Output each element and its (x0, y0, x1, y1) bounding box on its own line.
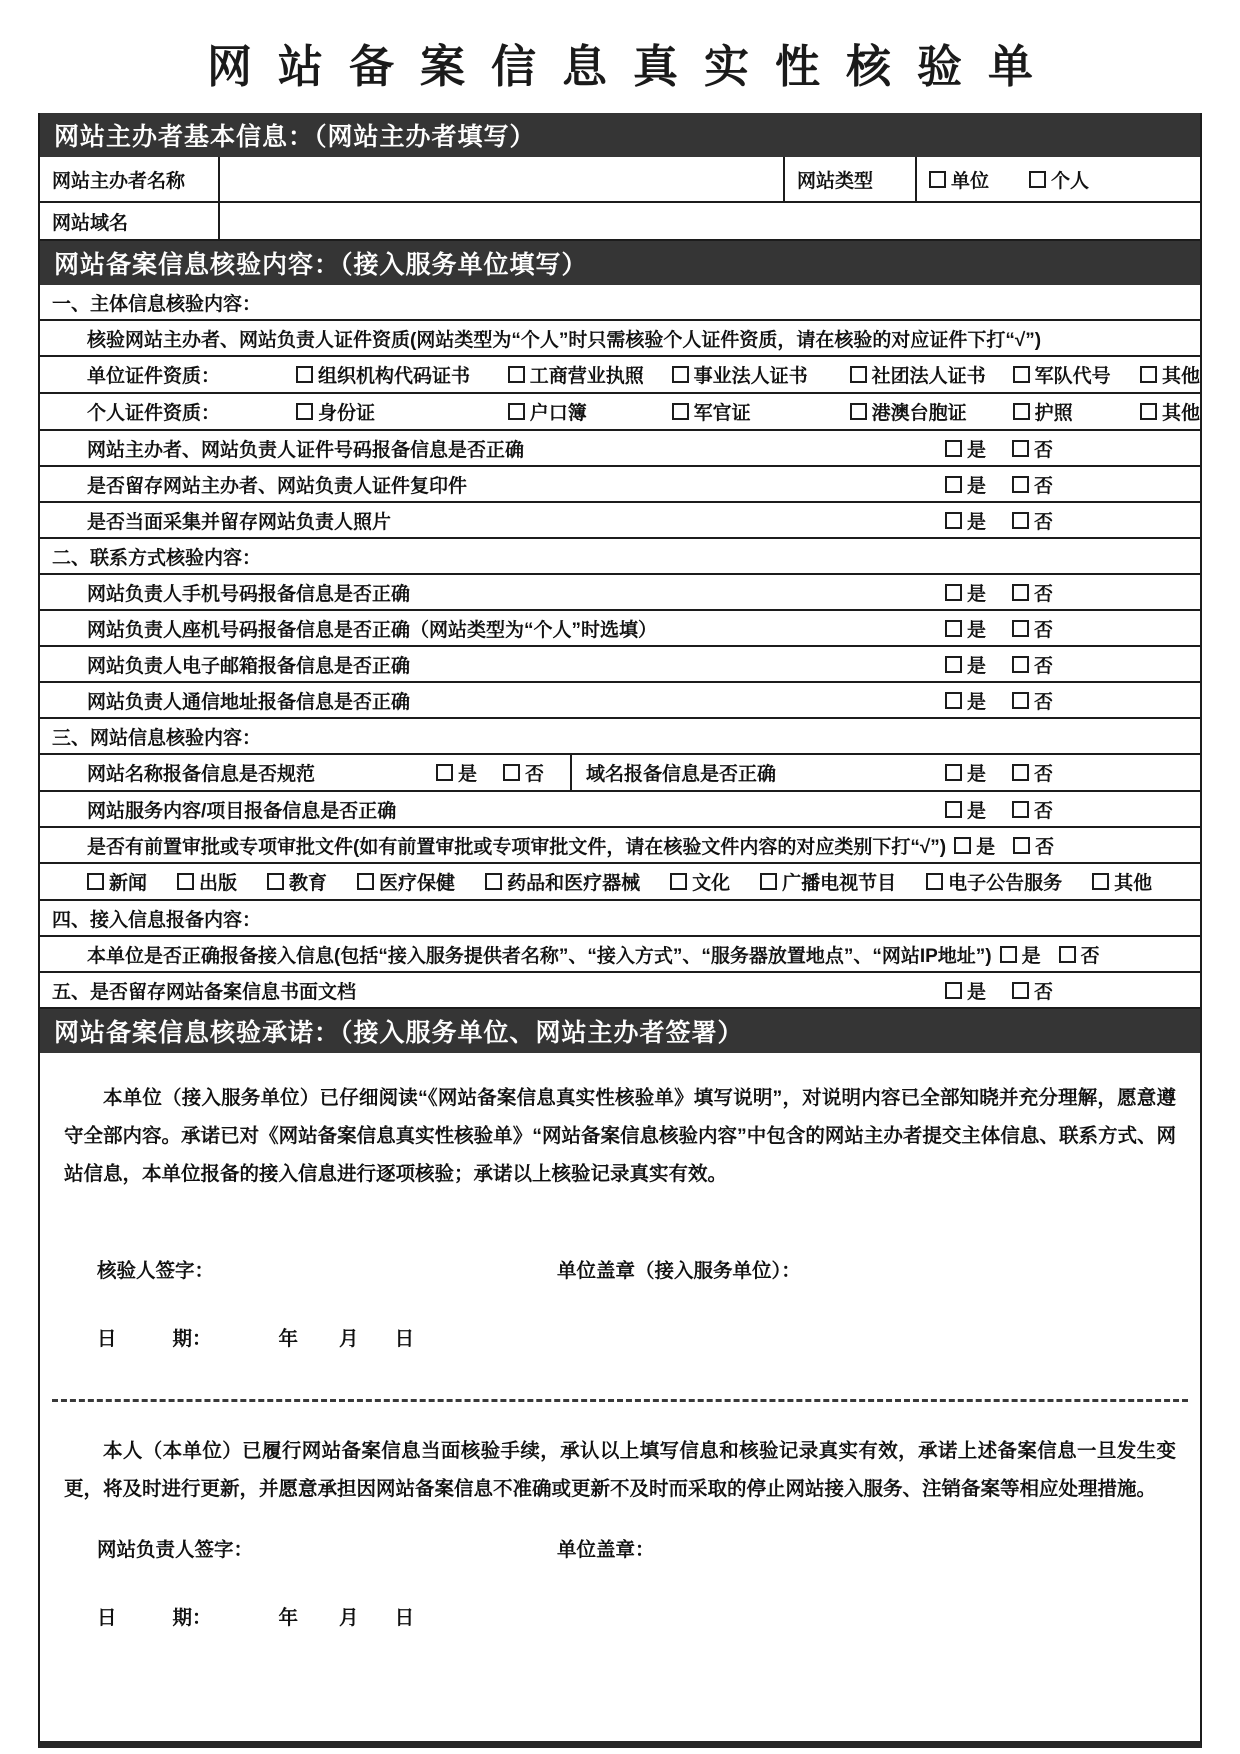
date-day-label: 日 (394, 1328, 415, 1350)
section3-title: 三、网站信息核验内容： (52, 727, 262, 749)
checkbox-yes-cert-copy[interactable] (945, 471, 986, 498)
date-day-label: 日 (394, 1607, 415, 1629)
basic-info-row-2 (40, 203, 1200, 241)
checkbox-icon (672, 403, 689, 420)
organizer-name-label: 网站主办者名称 (40, 157, 220, 201)
checkbox-yes-access[interactable] (1000, 941, 1041, 968)
checkbox-icon (1029, 171, 1046, 188)
yes-no-group (945, 796, 1200, 823)
checkbox-label: 是 (967, 475, 987, 497)
checkbox-label: 工商营业执照 (529, 366, 644, 387)
section5-row (40, 973, 1200, 1009)
checkbox-icon (485, 873, 502, 890)
question-text: 本单位是否正确报备接入信息(包括“接入服务提供者名称”、“接入方式”、“服务器放置地点”、“网站IP地址”) (87, 945, 992, 967)
form-title: 网站备案信息真实性核验单 (206, 41, 1059, 92)
checkbox-unit-cert-4[interactable] (1013, 361, 1140, 388)
checkbox-personal-cert-2[interactable] (672, 398, 850, 425)
checkbox-label: 是 (967, 800, 987, 822)
checkbox-no-access[interactable] (1059, 941, 1100, 968)
access-info-row (40, 937, 1200, 973)
section1-title: 一、主体信息核验内容： (52, 293, 262, 315)
checkbox-icon (945, 512, 962, 529)
question-text: 网站名称报备信息是否规范 (87, 764, 316, 785)
question-text: 网站负责人座机号码报备信息是否正确（网站类型为“个人”时选填） (87, 619, 658, 641)
commitment-paragraph-1: 本单位（接入服务单位）已仔细阅读“《网站备案信息真实性核验单》填写说明”，对说明内容已全部知晓并充分理解，愿意遵守全部内容。承诺已对《网站备案信息真实性核验单》“网站备案信息核验内容”中包含的网站主办者提交主体信息、联系方式、网站信息，本单位报备的接入信息进行逐项核验；承诺以上核验记录真实有效。 (64, 1087, 1176, 1185)
checkbox-label: 医疗保健 (379, 873, 456, 894)
yes-no-group (945, 579, 1200, 606)
checkbox-no-mobile[interactable] (1012, 579, 1053, 606)
responsible-sign-label: 网站负责人签字： (97, 1539, 254, 1561)
checkbox-icon (670, 873, 687, 890)
yes-no-group (945, 615, 1200, 642)
preapproval-row (40, 828, 1200, 864)
email-row (40, 647, 1200, 683)
question-text: 是否有前置审批或专项审批文件(如有前置审批或专项审批文件，请在核验文件内容的对应类别下打“√”) (87, 836, 947, 858)
date-month-label: 月 (339, 1328, 359, 1350)
yes-no-group (945, 507, 1200, 534)
checkbox-site-type-personal[interactable] (1029, 166, 1089, 193)
checkbox-label: 是 (976, 836, 996, 858)
checkbox-icon (954, 837, 971, 854)
mobile-row (40, 575, 1200, 611)
service-content-row (40, 792, 1200, 828)
checkbox-unit-cert-0[interactable] (296, 361, 508, 388)
checkbox-category-8[interactable] (1092, 868, 1152, 895)
checkbox-label: 军官证 (693, 403, 751, 424)
checkbox-yes-address[interactable] (945, 687, 986, 714)
checkbox-label: 是 (967, 764, 987, 785)
section5-title: 五、是否留存网站备案信息书面文档 (52, 981, 357, 1003)
checkbox-icon (1059, 946, 1076, 963)
unit-seal-label-1: 单位盖章（接入服务单位）： (557, 1260, 801, 1282)
question-text: 是否留存网站主办者、网站负责人证件复印件 (87, 475, 468, 497)
checkbox-icon (177, 873, 194, 890)
section3-title-row (40, 719, 1200, 755)
checkbox-unit-cert-5[interactable] (1140, 361, 1200, 388)
checkbox-label: 组织机构代码证书 (318, 366, 471, 387)
checkbox-yes-domain[interactable] (945, 759, 986, 786)
checkbox-label: 是 (457, 764, 477, 785)
checkbox-yes-landline[interactable] (945, 615, 986, 642)
section4-title: 四、接入信息报备内容： (52, 909, 262, 931)
verifier-sign-label: 核验人签字： (97, 1260, 215, 1282)
checkbox-label: 是 (967, 981, 987, 1003)
dashed-separator (52, 1399, 1188, 1402)
section4-title-row (40, 901, 1200, 937)
checkbox-icon (945, 692, 962, 709)
cert-number-row (40, 431, 1200, 467)
date-year-label: 年 (278, 1607, 299, 1629)
checkbox-unit-cert-2[interactable] (672, 361, 850, 388)
checkbox-no-site-name[interactable] (503, 759, 544, 786)
checkbox-no-service[interactable] (1012, 796, 1053, 823)
checkbox-icon (1140, 403, 1157, 420)
checkbox-icon (1013, 837, 1030, 854)
category-options (40, 868, 1152, 895)
checkbox-icon (929, 171, 946, 188)
checkbox-yes-preapproval[interactable] (954, 832, 995, 859)
checkbox-personal-cert-5[interactable] (1140, 398, 1200, 425)
checkbox-icon (945, 982, 962, 999)
question-text: 网站服务内容/项目报备信息是否正确 (87, 800, 397, 822)
checkbox-label: 是 (967, 619, 987, 641)
checkbox-label: 否 (1034, 583, 1054, 605)
responsible-signature-line (40, 1534, 1200, 1562)
personal-cert-row (40, 394, 1200, 431)
checkbox-category-6[interactable] (760, 868, 896, 895)
basic-info-header: 网站主办者基本信息：（网站主办者填写） (40, 113, 1200, 157)
question-text: 网站负责人通信地址报备信息是否正确 (87, 691, 411, 713)
site-type-options (917, 157, 1200, 201)
checkbox-category-2[interactable] (267, 868, 327, 895)
checkbox-icon (760, 873, 777, 890)
checkbox-site-type-unit[interactable] (929, 166, 989, 193)
checkbox-label: 否 (1034, 764, 1054, 785)
checkbox-category-7[interactable] (926, 868, 1062, 895)
checkbox-icon (508, 366, 525, 383)
checkbox-label: 否 (1034, 691, 1054, 713)
question-text: 网站主办者、网站负责人证件号码报备信息是否正确 (87, 439, 525, 461)
unit-cert-row (40, 357, 1200, 394)
checkbox-category-4[interactable] (485, 868, 640, 895)
checkbox-label: 广播电视节目 (782, 873, 897, 894)
date-word-2: 期： (172, 1328, 212, 1350)
checkbox-icon (1012, 801, 1029, 818)
site-type-label: 网站类型 (785, 157, 917, 201)
checkbox-yes-site-name[interactable] (436, 759, 477, 786)
checkbox-icon (1000, 946, 1017, 963)
checkbox-icon (945, 440, 962, 457)
cert-copy-row (40, 467, 1200, 503)
checkbox-icon (87, 873, 104, 890)
checkbox-unit-cert-3[interactable] (850, 361, 1013, 388)
checkbox-no-landline[interactable] (1012, 615, 1053, 642)
checkbox-icon (296, 366, 313, 383)
question-text: 网站负责人手机号码报备信息是否正确 (87, 583, 411, 605)
section2-title: 二、联系方式核验内容： (52, 547, 262, 569)
photo-row (40, 503, 1200, 539)
checkbox-label: 其他 (1161, 403, 1200, 424)
checkbox-no-cert-number[interactable] (1012, 435, 1053, 462)
domain-input[interactable] (220, 203, 1200, 239)
checkbox-icon (1012, 476, 1029, 493)
site-name-domain-row (40, 755, 1200, 792)
checkbox-yes-service[interactable] (945, 796, 986, 823)
checkbox-label: 是 (967, 691, 987, 713)
yes-no-group (954, 832, 1054, 859)
checkbox-label: 是 (1021, 945, 1041, 967)
checkbox-label: 是 (967, 655, 987, 677)
checkbox-icon (945, 801, 962, 818)
verifier-signature-line (40, 1255, 1200, 1283)
checkbox-no-photo[interactable] (1012, 507, 1053, 534)
yes-no-group (945, 651, 1200, 678)
checkbox-no-cert-copy[interactable] (1012, 471, 1053, 498)
checkbox-label: 其他 (1161, 366, 1200, 387)
checkbox-label: 药品和医疗器械 (507, 873, 641, 894)
cert-note-row (40, 321, 1200, 357)
checkbox-label: 文化 (692, 873, 731, 894)
checkbox-label: 否 (1034, 511, 1054, 533)
yes-no-group (945, 435, 1200, 462)
checkbox-yes-photo[interactable] (945, 507, 986, 534)
checkbox-personal-cert-4[interactable] (1013, 398, 1140, 425)
checkbox-label: 否 (1034, 800, 1054, 822)
date-word-1: 日 (97, 1607, 117, 1629)
domain-correct-cell (572, 755, 1200, 790)
checkbox-icon (1012, 440, 1029, 457)
checkbox-unit-cert-1[interactable] (508, 361, 672, 388)
checkbox-category-0[interactable] (87, 868, 147, 895)
checkbox-icon (850, 366, 867, 383)
checkbox-icon (1013, 366, 1030, 383)
commitment-box (40, 1079, 1200, 1741)
checkbox-no-email[interactable] (1012, 651, 1053, 678)
cert-note: 核验网站主办者、网站负责人证件资质(网站类型为“个人”时只需核验个人证件资质，请在核验的对应证件下打“√”) (87, 329, 1042, 351)
commitment-header: 网站备案信息核验承诺：（接入服务单位、网站主办者签署） (40, 1009, 1200, 1053)
checkbox-icon (1013, 403, 1030, 420)
checkbox-no-domain[interactable] (1012, 759, 1053, 786)
question-text: 是否当面采集并留存网站负责人照片 (87, 511, 392, 533)
checkbox-icon (926, 873, 943, 890)
checkbox-category-3[interactable] (357, 868, 455, 895)
checkbox-label: 个人 (1051, 170, 1090, 192)
checkbox-label: 否 (1034, 475, 1054, 497)
checkbox-label: 事业法人证书 (693, 366, 808, 387)
checkbox-label: 电子公告服务 (948, 873, 1063, 894)
checkbox-category-1[interactable] (177, 868, 237, 895)
checkbox-label: 是 (967, 511, 987, 533)
checkbox-label: 否 (1080, 945, 1100, 967)
yes-no-group (945, 759, 1200, 786)
section1-title-row (40, 285, 1200, 321)
checkbox-icon (1140, 366, 1157, 383)
unit-cert-label: 单位证件资质： (87, 366, 221, 387)
verification-header: 网站备案信息核验内容：（接入服务单位填写） (40, 241, 1200, 285)
checkbox-icon (672, 366, 689, 383)
checkbox-personal-cert-0[interactable] (296, 398, 508, 425)
checkbox-icon (945, 764, 962, 781)
checkbox-icon (436, 764, 453, 781)
checkbox-label: 社团法人证书 (871, 366, 986, 387)
form-sheet (38, 113, 1202, 1748)
checkbox-yes-mobile[interactable] (945, 579, 986, 606)
responsible-date-line (40, 1602, 1200, 1630)
checkbox-yes-written-doc[interactable] (945, 977, 986, 1004)
yes-no-group (1000, 941, 1100, 968)
yes-no-group (436, 759, 544, 786)
checkbox-icon (945, 656, 962, 673)
date-word-1: 日 (97, 1328, 117, 1350)
checkbox-category-5[interactable] (670, 868, 730, 895)
checkbox-icon (508, 403, 525, 420)
checkbox-no-preapproval[interactable] (1013, 832, 1054, 859)
date-month-label: 月 (339, 1607, 359, 1629)
checkbox-label: 身份证 (318, 403, 376, 424)
checkbox-icon (1012, 764, 1029, 781)
address-row (40, 683, 1200, 719)
checkbox-icon (1012, 620, 1029, 637)
checkbox-icon (1012, 512, 1029, 529)
checkbox-icon (1012, 692, 1029, 709)
checkbox-label: 否 (1034, 655, 1054, 677)
checkbox-icon (296, 403, 313, 420)
checkbox-label: 否 (1035, 836, 1055, 858)
category-row (40, 864, 1200, 901)
checkbox-icon (267, 873, 284, 890)
section2-title-row (40, 539, 1200, 575)
checkbox-icon (1012, 982, 1029, 999)
checkbox-icon (850, 403, 867, 420)
yes-no-group (945, 977, 1200, 1004)
checkbox-label: 其他 (1114, 873, 1153, 894)
checkbox-icon (945, 584, 962, 601)
checkbox-icon (1092, 873, 1109, 890)
checkbox-label: 港澳台胞证 (871, 403, 967, 424)
personal-cert-label: 个人证件资质： (87, 403, 221, 424)
checkbox-icon (1012, 584, 1029, 601)
site-name-cell (40, 755, 572, 790)
checkbox-personal-cert-1[interactable] (508, 398, 672, 425)
checkbox-icon (945, 620, 962, 637)
checkbox-icon (357, 873, 374, 890)
checkbox-label: 否 (1034, 439, 1054, 461)
yes-no-group (945, 687, 1200, 714)
checkbox-label: 是 (967, 439, 987, 461)
checkbox-label: 教育 (289, 873, 328, 894)
domain-label: 网站域名 (40, 203, 220, 239)
checkbox-icon (1012, 656, 1029, 673)
landline-row (40, 611, 1200, 647)
checkbox-label: 出版 (199, 873, 238, 894)
checkbox-label: 护照 (1034, 403, 1073, 424)
checkbox-icon (945, 476, 962, 493)
commitment-paragraph-2: 本人（本单位）已履行网站备案信息当面核验手续，承认以上填写信息和核验记录真实有效，承诺上述备案信息一旦发生变更，将及时进行更新，并愿意承担因网站备案信息不准确或更新不及时而采取的停止网站接入服务、注销备案等相应处理措施。 (64, 1440, 1176, 1500)
checkbox-label: 是 (967, 583, 987, 605)
checkbox-label: 新闻 (109, 873, 148, 894)
unit-seal-label-2: 单位盖章： (557, 1539, 655, 1561)
question-text: 网站负责人电子邮箱报备信息是否正确 (87, 655, 411, 677)
checkbox-personal-cert-3[interactable] (850, 398, 1013, 425)
checkbox-label: 否 (524, 764, 544, 785)
checkbox-yes-cert-number[interactable] (945, 435, 986, 462)
checkbox-label: 户口簿 (529, 403, 587, 424)
yes-no-group (945, 471, 1200, 498)
checkbox-no-address[interactable] (1012, 687, 1053, 714)
date-year-label: 年 (278, 1328, 299, 1350)
checkbox-icon (503, 764, 520, 781)
checkbox-label: 否 (1034, 981, 1054, 1003)
checkbox-label: 否 (1034, 619, 1054, 641)
verifier-date-line (40, 1323, 1200, 1351)
checkbox-label: 单位 (951, 170, 990, 192)
checkbox-yes-email[interactable] (945, 651, 986, 678)
basic-info-row-1 (40, 157, 1200, 203)
question-text: 域名报备信息是否正确 (586, 764, 777, 785)
checkbox-no-written-doc[interactable] (1012, 977, 1053, 1004)
date-word-2: 期： (172, 1607, 212, 1629)
organizer-name-input[interactable] (220, 157, 785, 201)
checkbox-label: 军队代号 (1034, 366, 1111, 387)
